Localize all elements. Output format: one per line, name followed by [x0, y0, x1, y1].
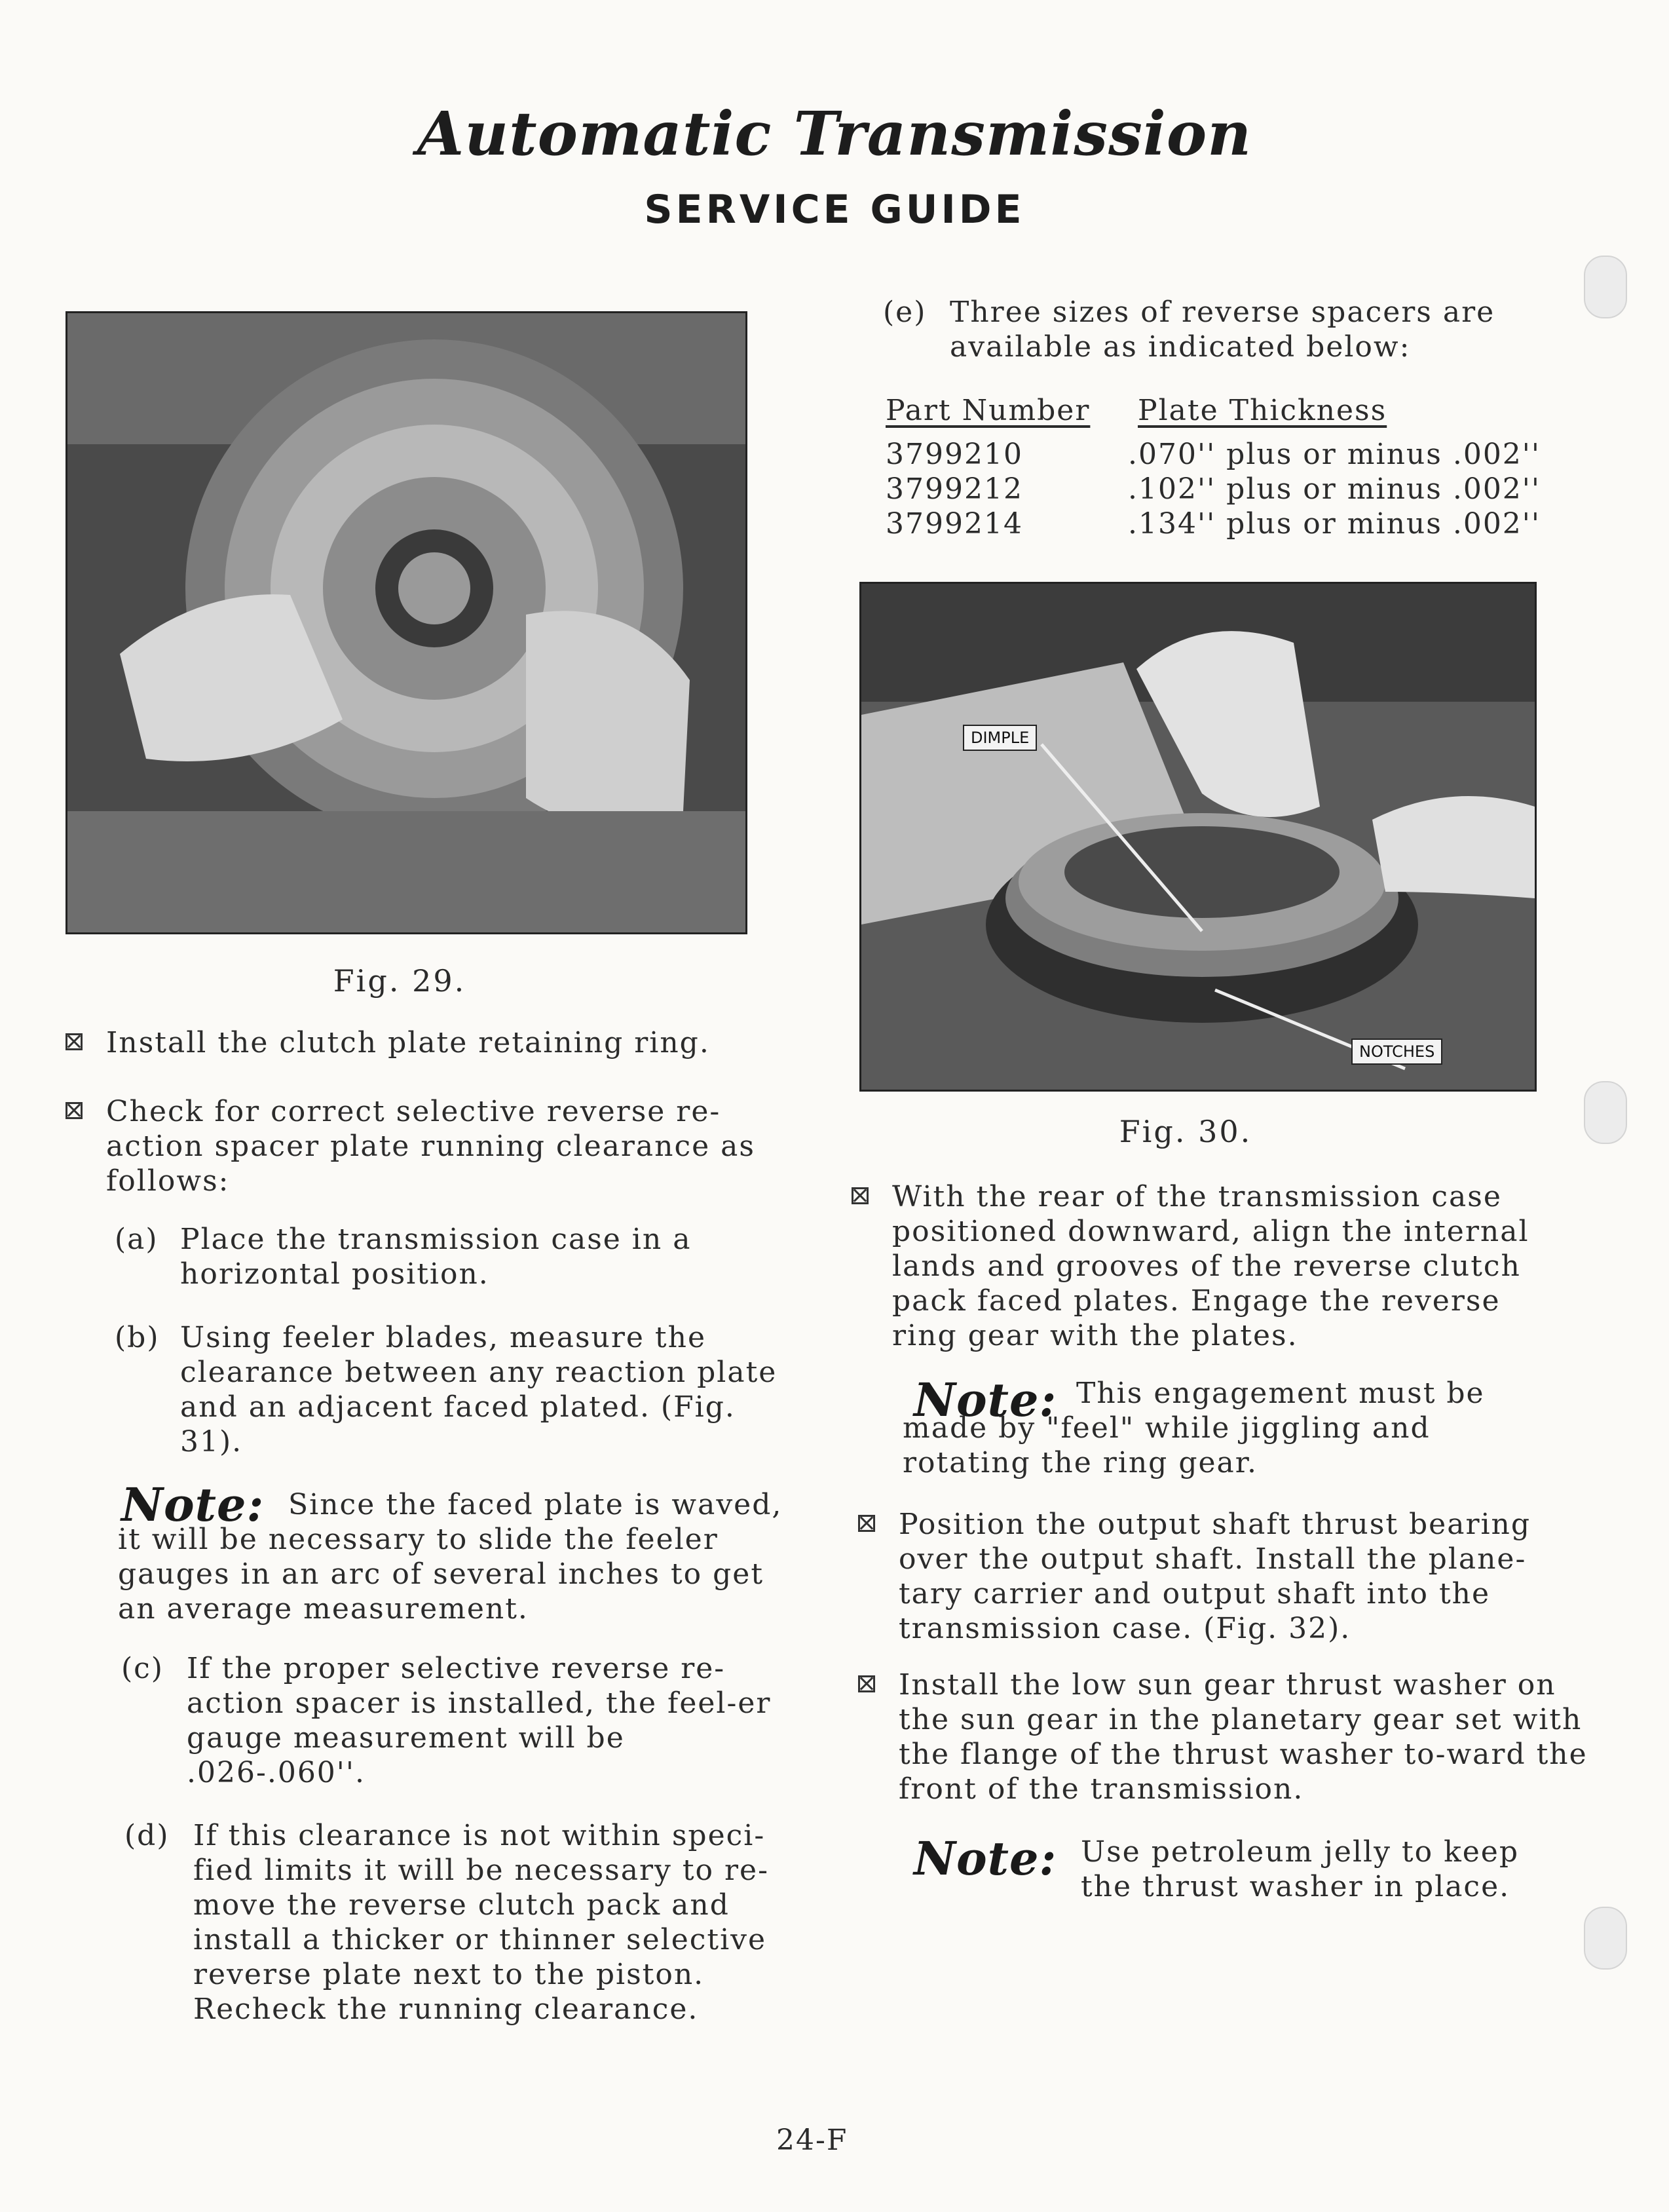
- checkbox-icon: [858, 1515, 875, 1532]
- checkbox-icon: [858, 1675, 875, 1692]
- step-install-sun-gear-washer: Install the low sun gear thrust washer on the sun gear in the planetary gear set with the flange of the thrust washer to-ward the front of the transmission.: [858, 1668, 1592, 1806]
- sub-c-text: If the proper selective reverse re-action spacer is installed, the feel-er gauge measurement will be .026-.060''.: [187, 1652, 772, 1789]
- callout-notches: NOTCHES: [1351, 1039, 1442, 1065]
- table-row: [886, 472, 1554, 506]
- figure-30-caption: Fig. 30.: [1119, 1114, 1252, 1149]
- note-1-label: Note:: [121, 1478, 265, 1532]
- checkbox-icon: [66, 1033, 83, 1050]
- note-2-label: Note:: [914, 1373, 1057, 1427]
- sub-e-label: (e): [883, 296, 927, 329]
- sub-c-label: (c): [121, 1652, 164, 1685]
- note-3-label: Note:: [914, 1831, 1057, 1886]
- table-cell-part: 3799212: [886, 472, 1023, 506]
- page-subtitle: SERVICE GUIDE: [644, 187, 1025, 233]
- checkbox-icon: [66, 1102, 83, 1119]
- punch-hole-bottom: [1584, 1907, 1627, 1970]
- step-align-clutch-pack: With the rear of the transmission case positioned downward, align the internal lands and grooves of the reverse clutch pack faced plates. Engage the reverse ring gear with the plates.: [852, 1179, 1566, 1353]
- table-header-row: [886, 393, 1554, 428]
- figure-29-caption: Fig. 29.: [333, 963, 466, 999]
- figure-30-photo: [859, 582, 1537, 1092]
- sub-b-text: Using feeler blades, measure the clearance between any reaction plate and an adjacent faced plated. (Fig. 31).: [180, 1321, 778, 1459]
- table-row: [886, 506, 1554, 541]
- note-1-text: Since the faced plate is waved, it will be necessary to slide the feeler gauges in an arc of several inches to get an average measurement.: [118, 1488, 783, 1626]
- table-cell-part: 3799214: [886, 507, 1023, 541]
- step-check-clearance: Check for correct selective reverse re-action spacer plate running clearance as follows:: [66, 1094, 786, 1198]
- table-cell-thickness: .134'' plus or minus .002'': [1128, 507, 1541, 541]
- sub-b-label: (b): [115, 1321, 160, 1354]
- figure-29-photo: [66, 311, 747, 934]
- checkbox-icon: [852, 1187, 869, 1204]
- punch-hole-middle: [1584, 1081, 1627, 1144]
- table-cell-part: 3799210: [886, 438, 1023, 471]
- table-cell-thickness: .070'' plus or minus .002'': [1128, 438, 1541, 471]
- page-number-visible: 24-F: [776, 2124, 848, 2157]
- clutch-assembly-illustration: [67, 313, 745, 932]
- punch-hole-top: [1584, 256, 1627, 318]
- step-position-thrust-bearing: Position the output shaft thrust bearing over the output shaft. Install the plane-tary carrier and output shaft into the transmission case. (Fig. 32).: [858, 1507, 1572, 1646]
- page-title: Automatic Transmission: [417, 98, 1252, 169]
- sub-d-label: (d): [124, 1819, 170, 1852]
- sub-a-text: Place the transmission case in a horizontal position.: [180, 1223, 692, 1291]
- step-install-retaining-ring: Install the clutch plate retaining ring.: [66, 1025, 786, 1060]
- table-cell-thickness: .102'' plus or minus .002'': [1128, 472, 1541, 506]
- note-2-text: This engagement must be made by "feel" while jiggling and rotating the ring gear.: [903, 1377, 1485, 1479]
- sub-a-label: (a): [115, 1223, 159, 1256]
- table-header-plate-thickness: Plate Thickness: [1138, 394, 1387, 427]
- reverse-clutch-pack-illustration: [861, 584, 1535, 1090]
- note-3-text: Use petroleum jelly to keep the thrust washer in place.: [1081, 1835, 1519, 1903]
- spacer-table: [886, 393, 1554, 541]
- table-row: [886, 437, 1554, 472]
- table-header-part-number: Part Number: [886, 394, 1091, 427]
- sub-d-text: If this clearance is not within speci-fied limits it will be necessary to re-move the reverse clutch pack and install a thicker or thinner selective reverse plate next to the piston. Recheck the running clearance.: [193, 1819, 769, 2026]
- sub-e-text: Three sizes of reverse spacers are available as indicated below:: [950, 296, 1495, 364]
- callout-dimple: DIMPLE: [963, 725, 1037, 751]
